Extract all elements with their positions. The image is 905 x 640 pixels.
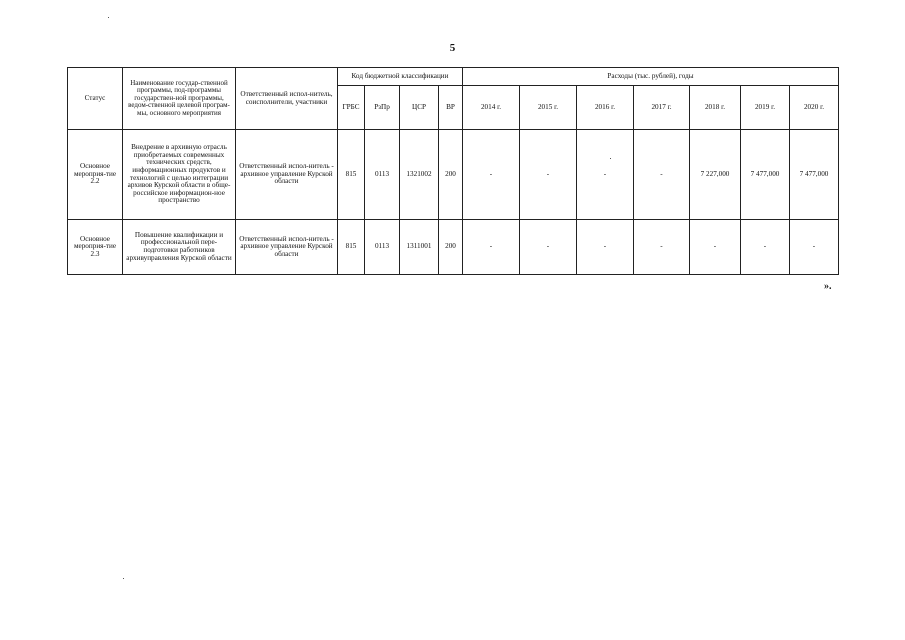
header-csr: ЦСР: [400, 86, 439, 130]
page-number: 5: [449, 42, 456, 54]
row-name: Внедрение в архивную отрасль приобретаемых современных технических средств, информационных продуктов и технологий с целью интеграции архивов Курской области в обще-российское информацион-ное пространство: [123, 130, 236, 220]
header-year-2020: 2020 г.: [790, 86, 839, 130]
scan-speck: [123, 578, 124, 579]
table-row: [68, 130, 839, 220]
header-year-2016: 2016 г.: [577, 86, 634, 130]
row-rzpr: 0113: [365, 220, 400, 275]
row-value-2020: 7 477,000: [790, 130, 839, 220]
row-value-2019: 7 477,000: [741, 130, 790, 220]
row-grbs: 815: [338, 130, 365, 220]
row-value-2016: -: [577, 220, 634, 275]
header-responsible: Ответственный испол-нитель, соисполнители, участники: [236, 68, 338, 130]
row-vr: 200: [439, 220, 463, 275]
header-year-2017: 2017 г.: [634, 86, 690, 130]
header-rzpr: РзПр: [365, 86, 400, 130]
row-value-2020: -: [790, 220, 839, 275]
row-value-2018: -: [690, 220, 741, 275]
row-csr: 1311001: [400, 220, 439, 275]
scan-speck: [108, 17, 109, 18]
row-value-2015: -: [520, 220, 577, 275]
row-value-2017: -: [634, 220, 690, 275]
row-value-2018: 7 227,000: [690, 130, 741, 220]
header-year-2018: 2018 г.: [690, 86, 741, 130]
row-grbs: 815: [338, 220, 365, 275]
header-grbs: ГРБС: [338, 86, 365, 130]
header-year-2019: 2019 г.: [741, 86, 790, 130]
row-vr: 200: [439, 130, 463, 220]
header-status: Статус: [68, 68, 123, 130]
scan-speck: [610, 158, 611, 159]
header-name: Наименование государ-ственной программы, под-программы государствен-ной программы, ведом-ственной целевой програм-мы, основного мероприятия: [123, 68, 236, 130]
row-value-2016: -: [577, 130, 634, 220]
row-csr: 1321002: [400, 130, 439, 220]
row-value-2014: -: [463, 130, 520, 220]
row-responsible: Ответственный испол-нитель - архивное управление Курской области: [236, 220, 338, 275]
row-status: Основное мероприя-тие 2.3: [68, 220, 123, 275]
row-name: Повышение квалификации и профессиональной пере-подготовки работников архивуправления Курской области: [123, 220, 236, 275]
header-row-top: [68, 68, 839, 86]
row-value-2014: -: [463, 220, 520, 275]
header-vr: ВР: [439, 86, 463, 130]
header-budget-code: Код бюджетной классификации: [338, 68, 463, 86]
row-responsible: Ответственный испол-нитель - архивное управление Курской области: [236, 130, 338, 220]
row-value-2019: -: [741, 220, 790, 275]
budget-table: [67, 67, 839, 275]
table-row: [68, 220, 839, 275]
closing-quote-mark: ».: [824, 281, 832, 292]
header-year-2014: 2014 г.: [463, 86, 520, 130]
row-value-2015: -: [520, 130, 577, 220]
row-value-2017: -: [634, 130, 690, 220]
header-expenses: Расходы (тыс. рублей), годы: [463, 68, 839, 86]
row-rzpr: 0113: [365, 130, 400, 220]
header-year-2015: 2015 г.: [520, 86, 577, 130]
row-status: Основное мероприя-тие 2.2: [68, 130, 123, 220]
